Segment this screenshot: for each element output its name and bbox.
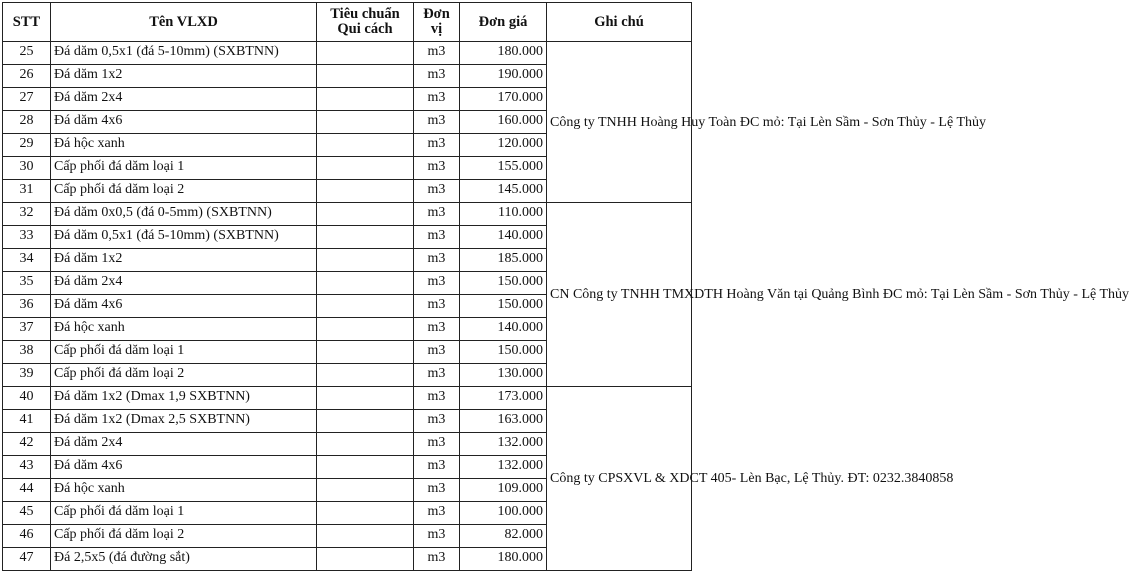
row-unit: m3 — [414, 318, 460, 341]
row-standard — [317, 111, 414, 134]
row-unit: m3 — [414, 410, 460, 433]
row-unit: m3 — [414, 295, 460, 318]
row-stt: 41 — [3, 410, 51, 433]
header-unit — [414, 3, 460, 42]
row-price: 190.000 — [460, 65, 547, 88]
row-unit: m3 — [414, 134, 460, 157]
row-material-name: Đá hộc xanh — [51, 318, 317, 341]
row-unit: m3 — [414, 479, 460, 502]
row-stt: 38 — [3, 341, 51, 364]
row-standard — [317, 157, 414, 180]
row-material-name: Cấp phối đá dăm loại 2 — [51, 180, 317, 203]
row-stt: 30 — [3, 157, 51, 180]
row-stt: 39 — [3, 364, 51, 387]
row-price: 185.000 — [460, 249, 547, 272]
row-price: 163.000 — [460, 410, 547, 433]
row-unit: m3 — [414, 456, 460, 479]
row-stt: 40 — [3, 387, 51, 410]
row-stt: 44 — [3, 479, 51, 502]
row-material-name: Đá dăm 4x6 — [51, 295, 317, 318]
row-stt: 46 — [3, 525, 51, 548]
row-price: 132.000 — [460, 433, 547, 456]
row-material-name: Đá 2,5x5 (đá đường sắt) — [51, 548, 317, 571]
row-stt: 26 — [3, 65, 51, 88]
table-header — [3, 3, 692, 42]
row-price: 173.000 — [460, 387, 547, 410]
supplier-note: CN Công ty TNHH TMXDTH Hoàng Văn tại Quảng Bình ĐC mỏ: Tại Lèn Sầm - Sơn Thủy - Lệ Thủy — [547, 203, 692, 387]
row-unit: m3 — [414, 88, 460, 111]
row-price: 132.000 — [460, 456, 547, 479]
row-standard — [317, 387, 414, 410]
row-stt: 34 — [3, 249, 51, 272]
row-material-name: Đá dăm 0x0,5 (đá 0-5mm) (SXBTNN) — [51, 203, 317, 226]
row-standard — [317, 456, 414, 479]
row-stt: 36 — [3, 295, 51, 318]
header-name: Tên VLXD — [51, 3, 317, 42]
row-material-name: Đá dăm 4x6 — [51, 111, 317, 134]
row-unit: m3 — [414, 341, 460, 364]
row-price: 160.000 — [460, 111, 547, 134]
row-unit: m3 — [414, 272, 460, 295]
row-price: 145.000 — [460, 180, 547, 203]
row-stt: 37 — [3, 318, 51, 341]
row-material-name: Cấp phối đá dăm loại 2 — [51, 364, 317, 387]
row-unit: m3 — [414, 548, 460, 571]
row-material-name: Đá dăm 2x4 — [51, 272, 317, 295]
row-stt: 32 — [3, 203, 51, 226]
row-price: 180.000 — [460, 42, 547, 65]
row-stt: 43 — [3, 456, 51, 479]
table-row — [3, 42, 692, 65]
header-note: Ghi chú — [547, 3, 692, 42]
price-table — [2, 2, 1129, 571]
row-stt: 42 — [3, 433, 51, 456]
row-material-name: Cấp phối đá dăm loại 1 — [51, 502, 317, 525]
row-stt: 25 — [3, 42, 51, 65]
row-unit: m3 — [414, 42, 460, 65]
row-price: 140.000 — [460, 226, 547, 249]
row-material-name: Đá dăm 1x2 — [51, 249, 317, 272]
row-standard — [317, 65, 414, 88]
header-standard — [317, 3, 414, 42]
row-unit: m3 — [414, 180, 460, 203]
supplier-note: Công ty CPSXVL & XDCT 405- Lèn Bạc, Lệ Thủy. ĐT: 0232.3840858 — [547, 387, 692, 571]
row-price: 140.000 — [460, 318, 547, 341]
row-material-name: Đá hộc xanh — [51, 479, 317, 502]
row-standard — [317, 341, 414, 364]
row-standard — [317, 88, 414, 111]
row-standard — [317, 479, 414, 502]
row-unit: m3 — [414, 203, 460, 226]
row-unit: m3 — [414, 502, 460, 525]
row-unit: m3 — [414, 226, 460, 249]
row-price: 150.000 — [460, 341, 547, 364]
row-price: 180.000 — [460, 548, 547, 571]
header-stt: STT — [3, 3, 51, 42]
header-unit-line2: vị — [430, 21, 443, 37]
row-price: 110.000 — [460, 203, 547, 226]
row-unit: m3 — [414, 525, 460, 548]
header-standard-line1: Tiêu chuẩn — [330, 6, 400, 22]
row-price: 109.000 — [460, 479, 547, 502]
row-standard — [317, 134, 414, 157]
row-standard — [317, 525, 414, 548]
header-price: Đơn giá — [460, 3, 547, 42]
row-standard — [317, 548, 414, 571]
header-standard-line2: Qui cách — [337, 21, 393, 37]
row-unit: m3 — [414, 65, 460, 88]
row-stt: 29 — [3, 134, 51, 157]
row-unit: m3 — [414, 249, 460, 272]
supplier-note: Công ty TNHH Hoàng Huy Toàn ĐC mỏ: Tại Lèn Sầm - Sơn Thủy - Lệ Thủy — [547, 42, 692, 203]
row-unit: m3 — [414, 387, 460, 410]
row-standard — [317, 203, 414, 226]
row-material-name: Cấp phối đá dăm loại 1 — [51, 341, 317, 364]
row-material-name: Đá dăm 1x2 (Dmax 1,9 SXBTNN) — [51, 387, 317, 410]
row-stt: 31 — [3, 180, 51, 203]
row-price: 130.000 — [460, 364, 547, 387]
row-standard — [317, 318, 414, 341]
row-material-name: Đá dăm 0,5x1 (đá 5-10mm) (SXBTNN) — [51, 42, 317, 65]
table-row — [3, 203, 692, 226]
row-unit: m3 — [414, 364, 460, 387]
row-stt: 45 — [3, 502, 51, 525]
row-stt: 27 — [3, 88, 51, 111]
row-standard — [317, 180, 414, 203]
row-stt: 28 — [3, 111, 51, 134]
row-material-name: Đá dăm 1x2 (Dmax 2,5 SXBTNN) — [51, 410, 317, 433]
row-material-name: Cấp phối đá dăm loại 2 — [51, 525, 317, 548]
row-stt: 47 — [3, 548, 51, 571]
row-material-name: Đá dăm 4x6 — [51, 456, 317, 479]
row-price: 100.000 — [460, 502, 547, 525]
table-body — [3, 42, 1129, 571]
row-price: 155.000 — [460, 157, 547, 180]
row-standard — [317, 364, 414, 387]
row-stt: 33 — [3, 226, 51, 249]
row-standard — [317, 249, 414, 272]
row-price: 120.000 — [460, 134, 547, 157]
row-standard — [317, 42, 414, 65]
row-material-name: Đá dăm 0,5x1 (đá 5-10mm) (SXBTNN) — [51, 226, 317, 249]
row-standard — [317, 410, 414, 433]
row-price: 150.000 — [460, 272, 547, 295]
row-price: 82.000 — [460, 525, 547, 548]
row-standard — [317, 295, 414, 318]
row-material-name: Cấp phối đá dăm loại 1 — [51, 157, 317, 180]
row-unit: m3 — [414, 111, 460, 134]
row-standard — [317, 433, 414, 456]
row-unit: m3 — [414, 157, 460, 180]
row-material-name: Đá dăm 2x4 — [51, 88, 317, 111]
row-material-name: Đá hộc xanh — [51, 134, 317, 157]
row-stt: 35 — [3, 272, 51, 295]
row-price: 150.000 — [460, 295, 547, 318]
row-material-name: Đá dăm 1x2 — [51, 65, 317, 88]
table-row — [3, 387, 692, 410]
row-price: 170.000 — [460, 88, 547, 111]
header-row — [3, 3, 692, 42]
row-unit: m3 — [414, 433, 460, 456]
row-standard — [317, 502, 414, 525]
row-standard — [317, 272, 414, 295]
row-standard — [317, 226, 414, 249]
row-material-name: Đá dăm 2x4 — [51, 433, 317, 456]
header-unit-line1: Đơn — [423, 6, 450, 22]
